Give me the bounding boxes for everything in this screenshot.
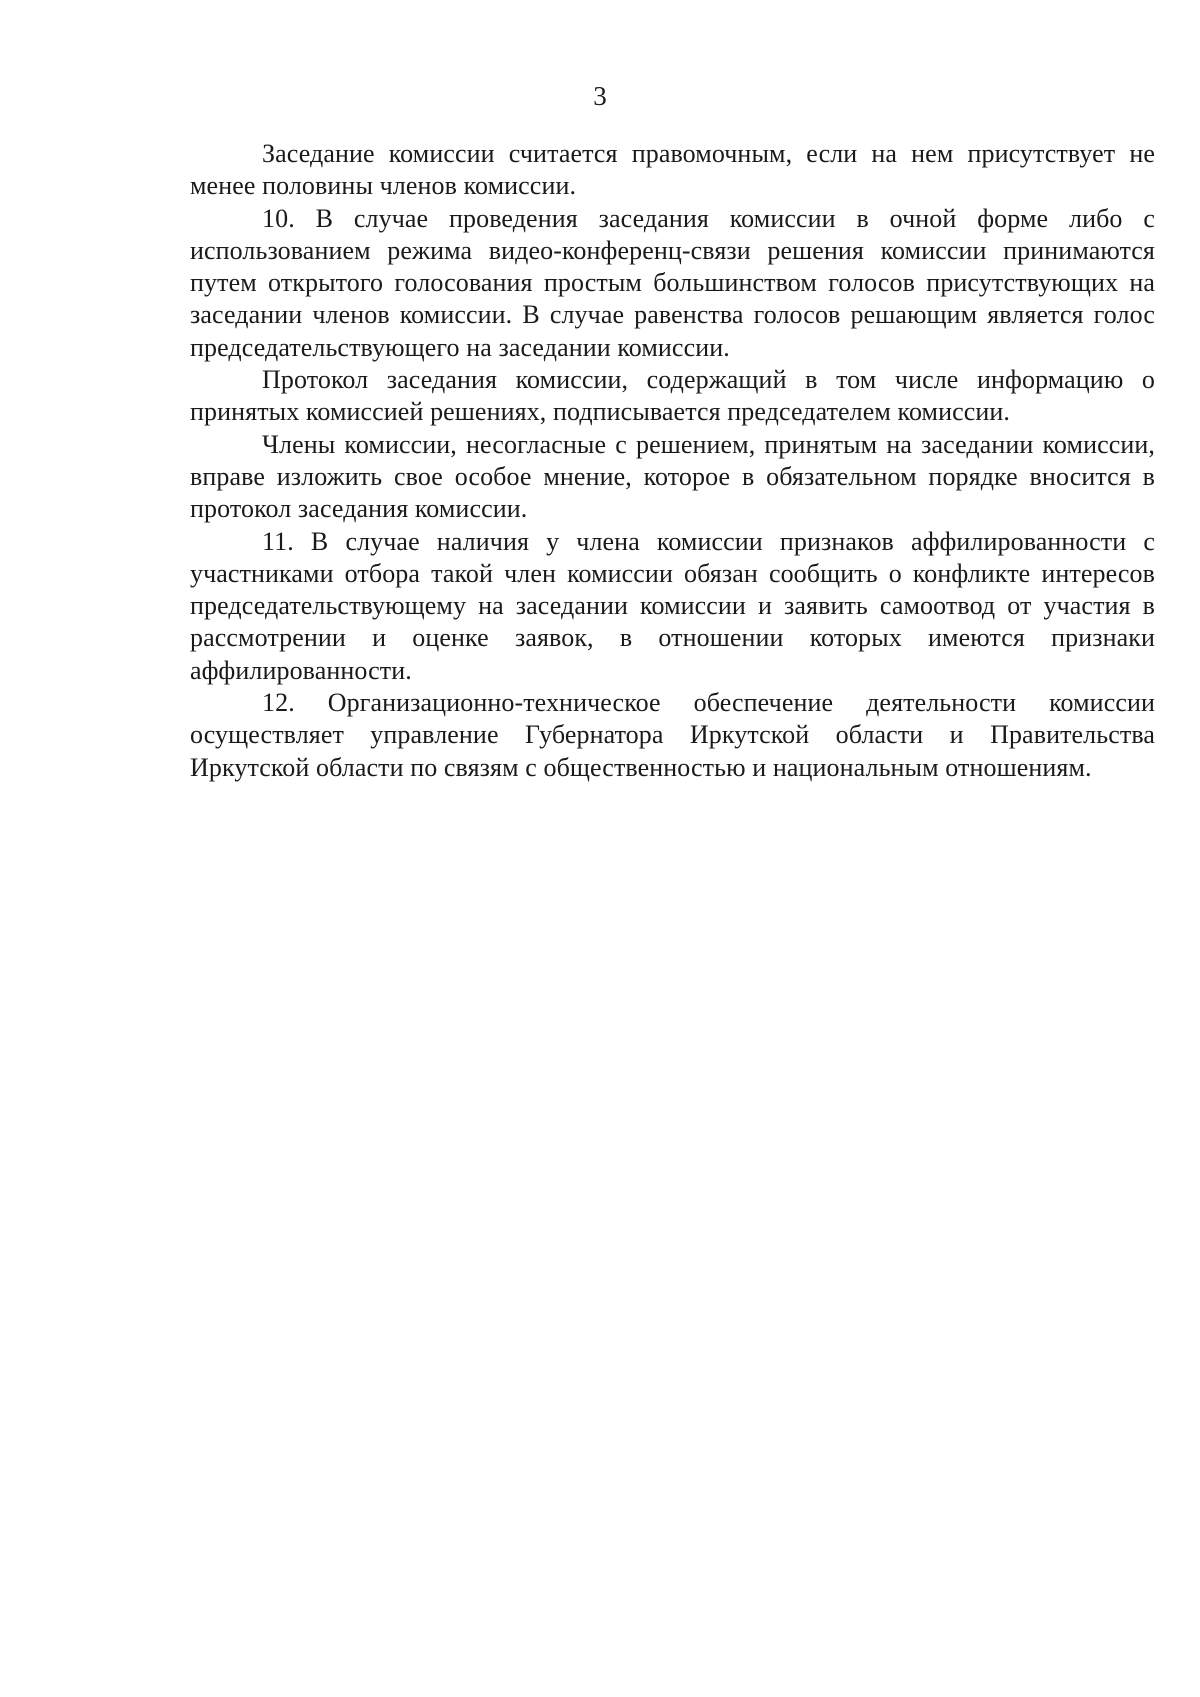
paragraph-item-12-support: 12. Организационно-техническое обеспечение деятельности комиссии осуществляет управление Губернатора Иркутской области и Правительства Иркутской области по связям с общественностью и национальным отношениям. [190, 688, 1155, 782]
paragraph-quorum: Заседание комиссии считается правомочным, если на нем присутствует не менее половины членов комиссии. [190, 139, 1155, 201]
paragraph-dissent: Члены комиссии, несогласные с решением, принятым на заседании комиссии, вправе изложить свое особое мнение, которое в обязательном порядке вносится в протокол заседания комиссии. [190, 429, 1155, 524]
page-number: 3 [593, 81, 607, 111]
paragraph-protocol: Протокол заседания комиссии, содержащий в том числе информацию о принятых комиссией решениях, подписывается председателем комиссии. [190, 365, 1155, 427]
paragraph-item-11-affiliation: 11. В случае наличия у члена комиссии признаков аффилированности с участниками отбора такой член комиссии обязан сообщить о конфликте интересов председательствующему на заседании комиссии и заявить самоотвод от участия в рассмотрении и оценке заявок, в отношении которых имеются признаки аффилированности. [190, 526, 1155, 685]
document-body [190, 138, 1155, 784]
paragraph-item-10-voting: 10. В случае проведения заседания комиссии в очной форме либо с использованием режима видео-конференц-связи решения комиссии принимаются путем открытого голосования простым большинством голосов присутствующих на заседании членов комиссии. В случае равенства голосов решающим является голос председательствующего на заседании комиссии. [190, 203, 1155, 362]
